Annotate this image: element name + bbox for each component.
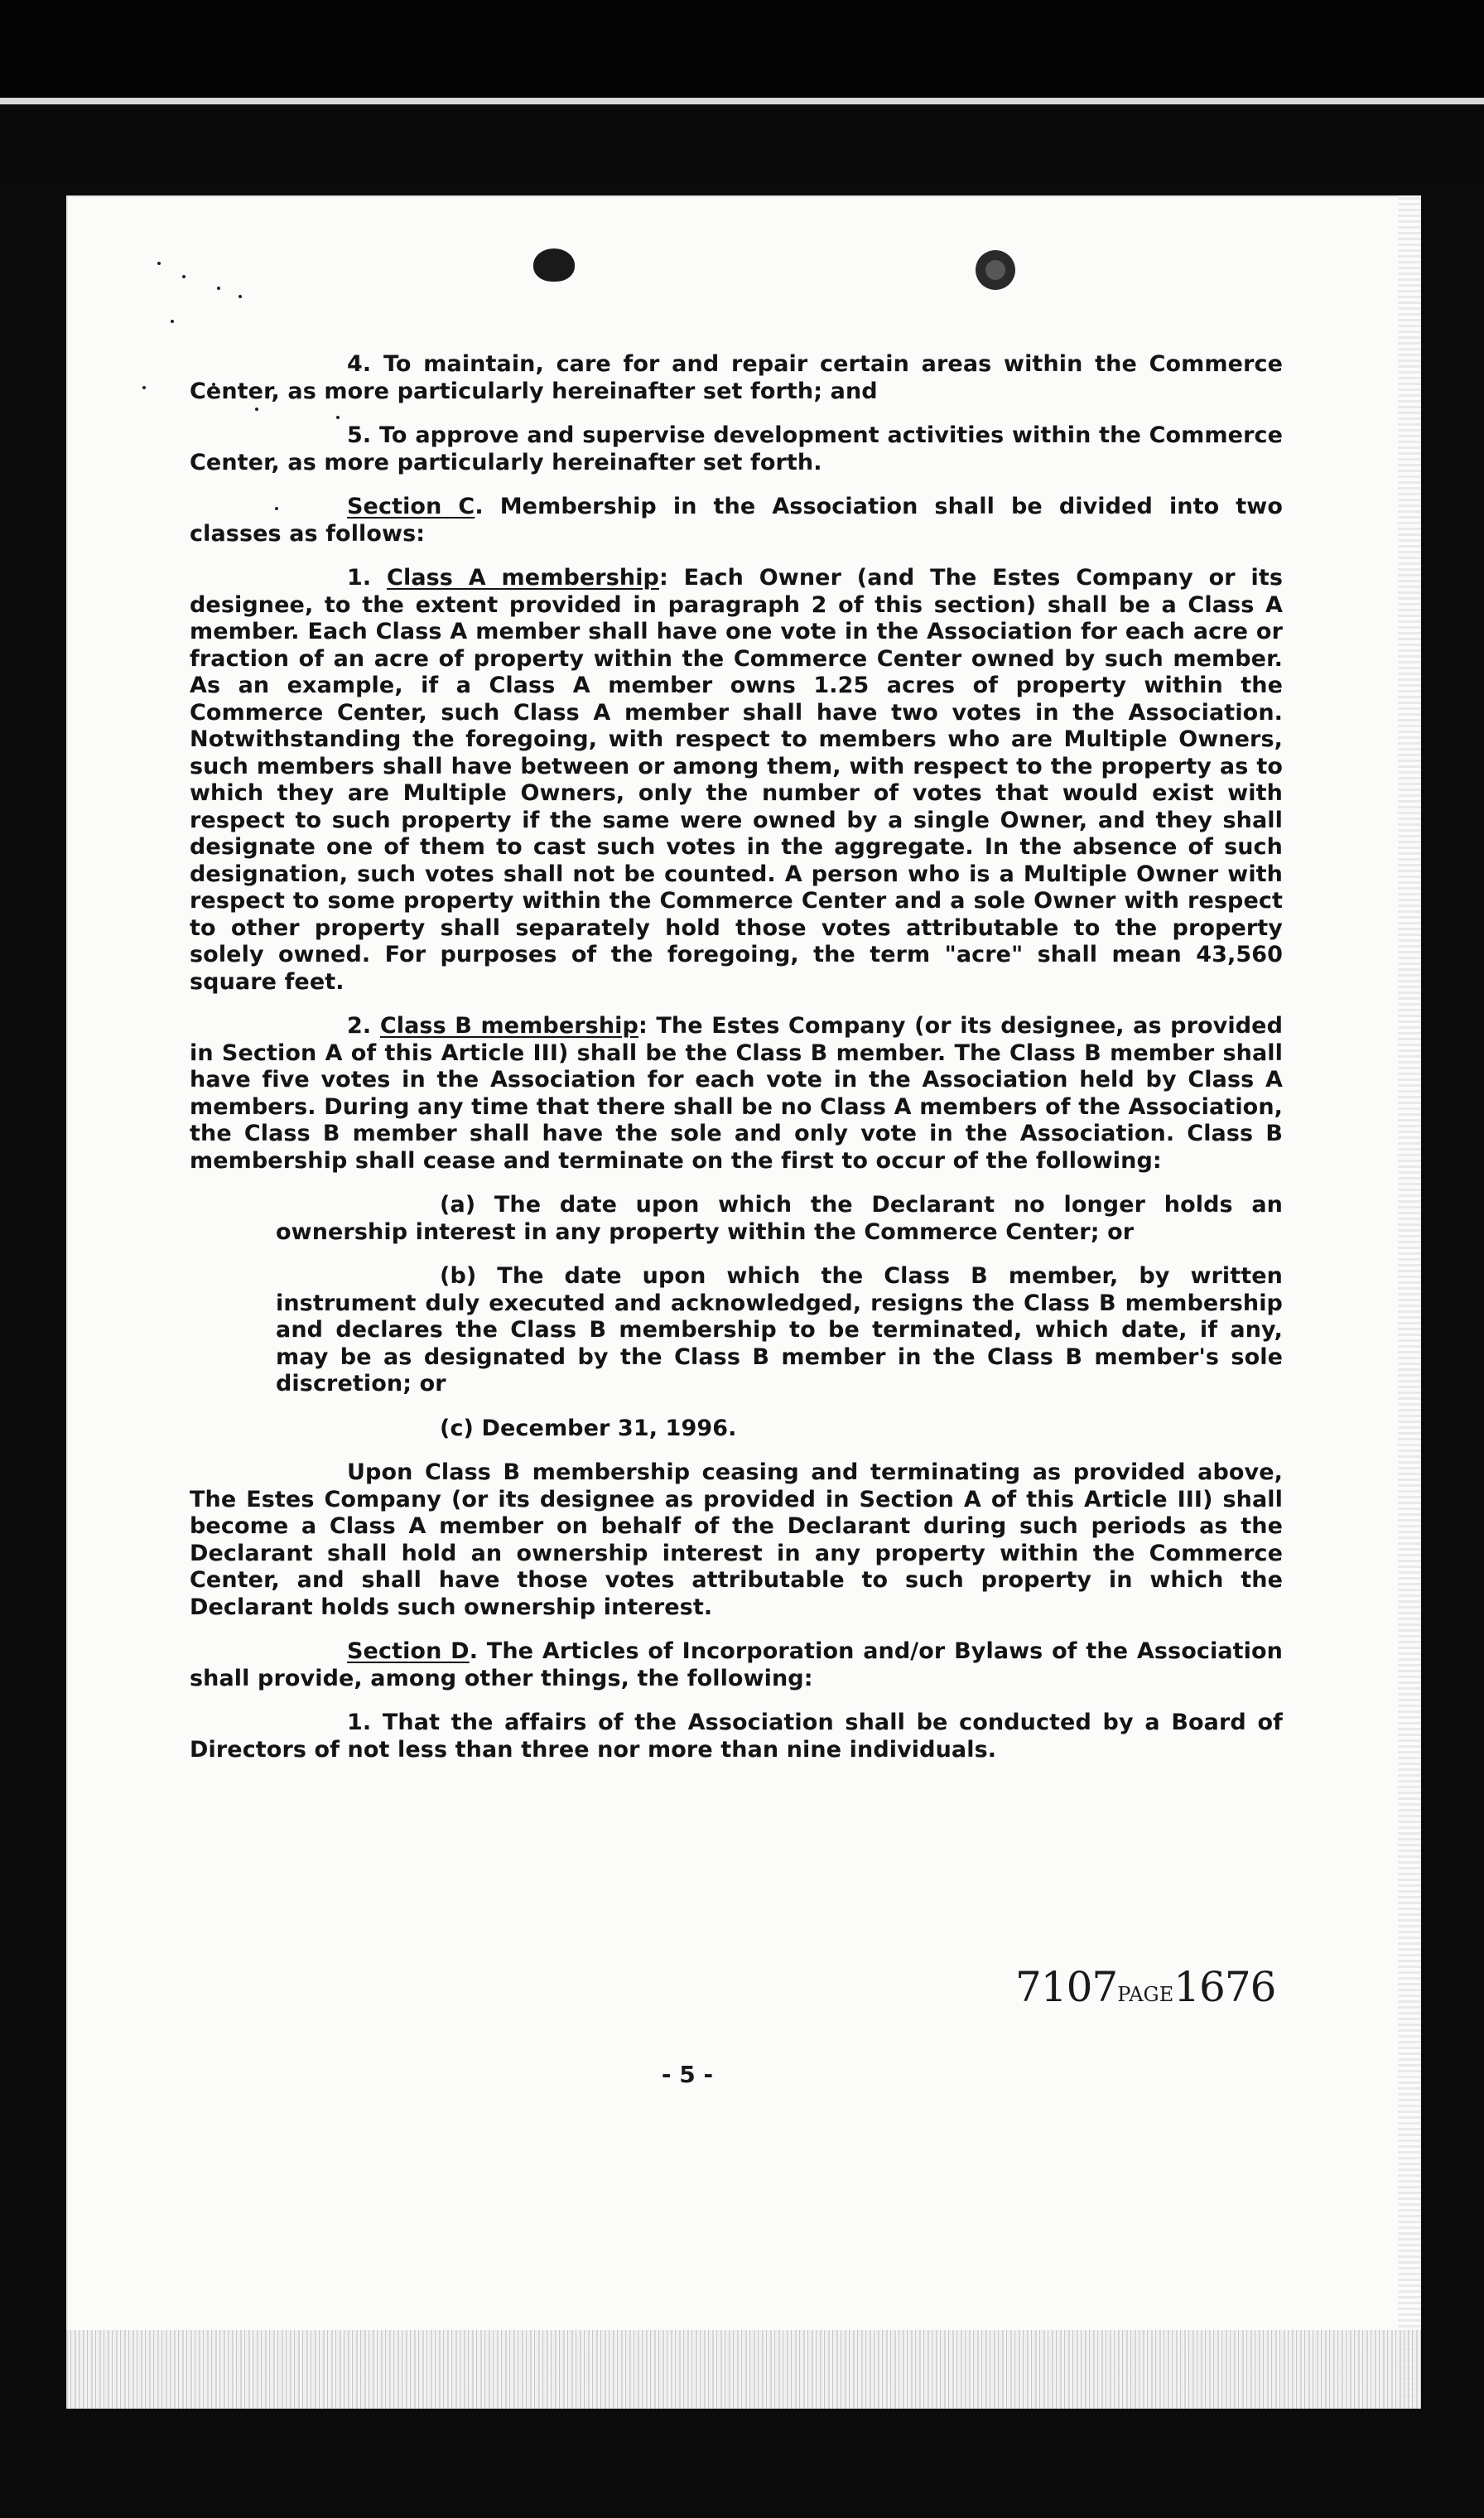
punch-hole-icon	[976, 250, 1015, 290]
scan-speck	[238, 295, 242, 298]
sub-item-c: (c) December 31, 1996.	[440, 1415, 737, 1441]
document-body	[190, 351, 1283, 1781]
section-c: Section C. Membership in the Association shall be divided into two classes as follows:	[190, 494, 1283, 547]
class-a-heading: Class A membership	[387, 565, 659, 591]
section-d-heading: Section D	[347, 1638, 470, 1664]
scan-top-border	[0, 0, 1484, 98]
scan-top-rule	[0, 98, 1484, 104]
upon-paragraph: Upon Class B membership ceasing and terminating as provided above, The Estes Company (or its designee as provided in Section A of this Article III) shall become a Class A member on behalf of the Declarant during such periods as the Declarant shall hold an ownership interest in any property within the Commerce Center, and shall have those votes attributable to such property in which the Declarant holds such ownership interest.	[190, 1459, 1283, 1620]
scan-edge-noise	[1398, 195, 1421, 2409]
book-number: 7107	[1015, 1963, 1118, 2011]
punch-hole-icon	[533, 248, 575, 282]
book-page-reference	[1015, 1963, 1275, 2011]
paragraph-5: 5. To approve and supervise development activities within the Commerce Center, as more particularly hereinafter set forth.	[190, 422, 1283, 475]
page-label: PAGE	[1117, 1983, 1174, 2006]
sub-item-a: (a) The date upon which the Declarant no longer holds an ownership interest in any property within the Commerce Center; or	[276, 1192, 1283, 1245]
page-number: - 5 -	[661, 2061, 714, 2088]
class-b-membership: 2. Class B membership: The Estes Company (or its designee, as provided in Section A of this Article III) shall be the Class B member. The Class B member shall have five votes in the Association for each vote in the Association held by Class A members. During any time that there shall be no Class A members of the Association, the Class B member shall have the sole and only vote in the Association. Class B membership shall cease and terminate on the first to occur of the following:	[190, 1013, 1284, 1174]
section-d: Section D. The Articles of Incorporation and/or Bylaws of the Association shall provide, among other things, the following:	[190, 1638, 1283, 1691]
class-a-membership: 1. Class A membership: Each Owner (and The Estes Company or its designee, to the extent provided in paragraph 2 of this section) shall be a Class A member. Each Class A member shall have one vote in the Association for each acre or fraction of an acre of property within the Commerce Center owned by such member. As an example, if a Class A member owns 1.25 acres of property within the Commerce Center, such Class A member shall have two votes in the Association. Notwithstanding the foregoing, with respect to members who are Multiple Owners, such members shall have between or among them, with respect to the property as to which they are Multiple Owners, only the number of votes that would exist with respect to such property if the same were owned by a single Owner, and they shall designate one of them to cast such votes in the aggregate. In the absence of such designation, such votes shall not be counted. A person who is a Multiple Owner with respect to some property within the Commerce Center and a sole Owner with respect to other property shall separately hold those votes attributable to the property solely owned. For purposes of the foregoing, the term "acre" shall mean 43,560 square feet.	[190, 565, 1283, 995]
class-b-heading: Class B membership	[379, 1013, 638, 1039]
scan-bottom-noise	[66, 2330, 1421, 2409]
scan-margin	[0, 104, 1484, 179]
sub-item-b: (b) The date upon which the Class B member, by written instrument duly executed and acknowledged, resigns the Class B membership and declares the Class B membership to be terminated, which date, if any, may be as designated by the Class B member in the Class B member's sole discretion; or	[276, 1263, 1283, 1396]
section-d-item-1: 1. That the affairs of the Association shall be conducted by a Board of Directors of not less than three nor more than nine individuals.	[190, 1710, 1283, 1763]
paragraph-4: 4. To maintain, care for and repair certain areas within the Commerce Center, as more particularly hereinafter set forth; and	[190, 351, 1283, 404]
section-c-heading: Section C	[347, 494, 475, 519]
page-ref-number: 1676	[1173, 1963, 1276, 2011]
scan-speck	[171, 320, 174, 323]
scan-speck	[157, 262, 161, 265]
scan-speck	[142, 386, 146, 389]
scan-speck	[217, 287, 220, 290]
scan-speck	[182, 275, 186, 278]
